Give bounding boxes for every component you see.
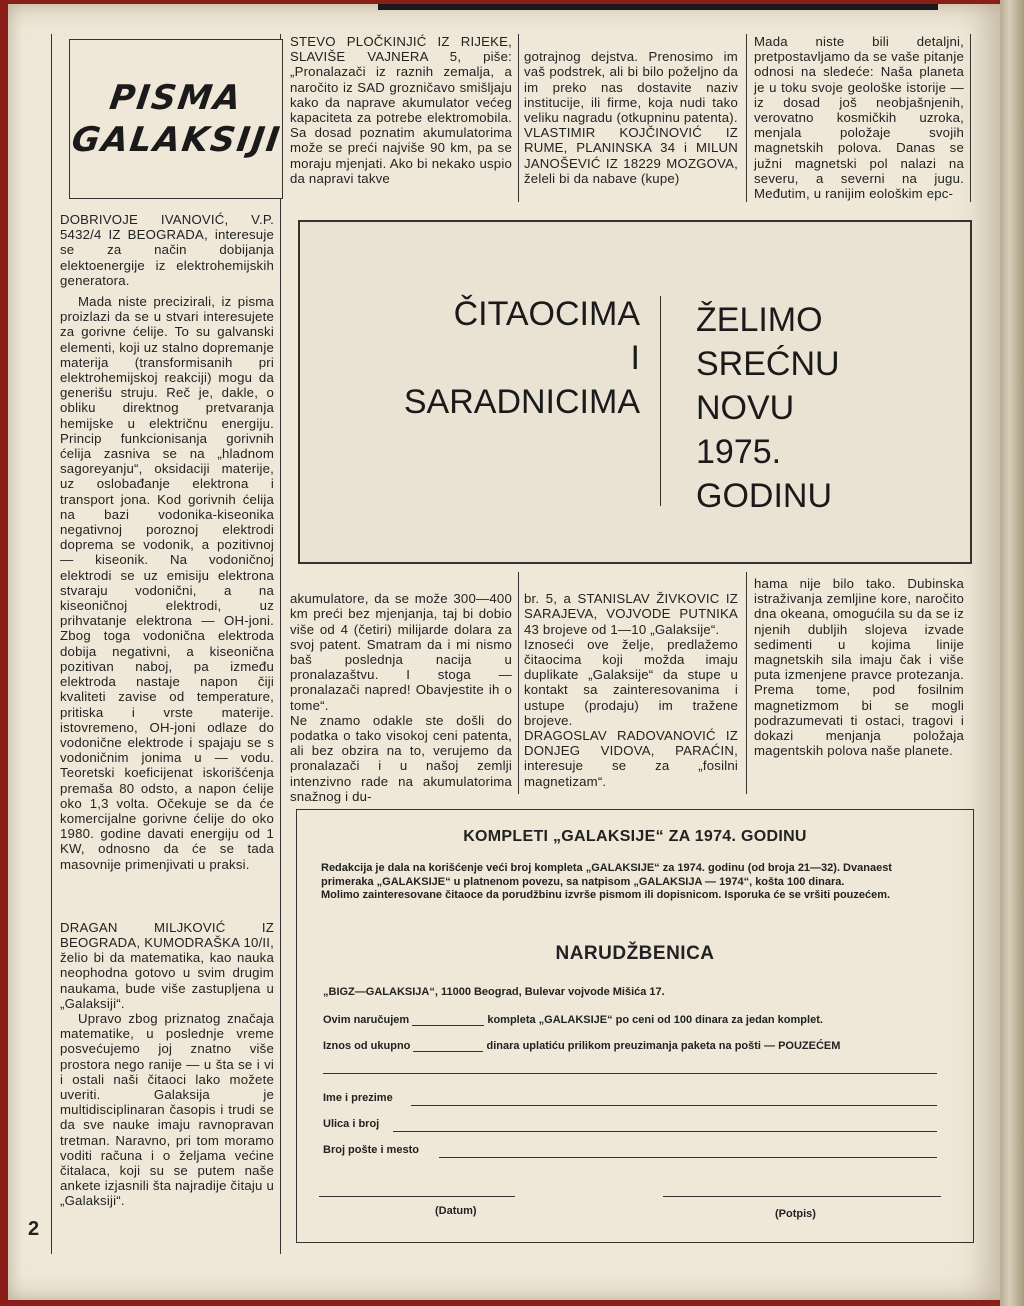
order-label: Ovim naručujem bbox=[323, 1014, 410, 1026]
order-quantity-row bbox=[323, 1014, 823, 1026]
amount-field[interactable] bbox=[413, 1050, 483, 1052]
greeting-line: SARADNICIMA bbox=[403, 383, 640, 421]
magazine-page bbox=[8, 4, 1004, 1300]
column-divider bbox=[746, 572, 747, 794]
amount-label: Iznos od ukupno bbox=[323, 1040, 411, 1052]
signature-field[interactable] bbox=[663, 1196, 941, 1197]
logo-line-2: GALAKSIJI bbox=[68, 120, 284, 160]
letter-paragraph: br. 5, a STANISLAV ŽIVKOVIC IZ SARAJEVA, VOJVODE PUTNIKA 43 brojeve od 1—10 „Galaksije“. Iznoseći ove želje, predlažemo čitaocima koji možda imaju duplikate „Galaksije“ da stupe u kontakt sa zainteresovanima i ustupe (prodaju) im tražene brojeve. DRAGOSLAV RADOVANOVIĆ IZ DONJEG VIDOVA, PARAĆIN, interesuje se za „fosilni magnetizam“. bbox=[524, 591, 738, 789]
publisher-address: „BIGZ—GALAKSIJA“, 11000 Beograd, Bulevar vojvode Mišića 17. bbox=[323, 986, 665, 998]
order-form-intro bbox=[321, 862, 941, 903]
letter-paragraph: DOBRIVOJE IVANOVIĆ, V.P. 5432/4 IZ BEOGRADA, interesuje se za način dobijanja elektoenergije iz elektrohemijskih generatora. bbox=[60, 212, 274, 288]
greeting-line: NOVU bbox=[696, 389, 795, 427]
order-label: kompleta „GALAKSIJE“ po ceni od 100 dinara za jedan komplet. bbox=[487, 1014, 823, 1026]
top-column-1 bbox=[290, 34, 512, 186]
left-frame-line bbox=[51, 34, 52, 1254]
letter-paragraph: hama nije bilo tako. Dubinska istraživanja zemljine kore, naročito dna okeana, omogućila su da se iz njenih dubljih slojeva izvade sedimenti u kojima linije magnetskih sila imaju čak i više puta izmenjene pravce protezanja. Prema tome, pod fosilnim magnetizmom bi se mogli podrazumevati ti ostaci, tragovi i dokazi menjanja položaja magentskih polova naše planete. bbox=[754, 576, 964, 759]
column-logo bbox=[69, 39, 283, 199]
order-form-heading: NARUDŽBENICA bbox=[555, 943, 715, 964]
left-column bbox=[60, 212, 274, 1209]
column-divider bbox=[746, 34, 747, 202]
top-column-2 bbox=[524, 34, 738, 201]
intro-text: Molimo zainteresovane čitaoce da porudžbinu izvrše pismom ili dopisnicom. Isporuka će se vršiti pouzećem. bbox=[321, 889, 891, 901]
greeting-line: SREĆNU bbox=[696, 345, 840, 383]
greeting-divider bbox=[660, 296, 661, 506]
street-field[interactable] bbox=[393, 1131, 937, 1132]
letter-paragraph: gotrajnog dejstva. Prenosimo im vaš podstrek, ali bi bilo poželjno da im preko nas dostavite naziv institucije, ili firme, koja nudi tako veliku nagradu (otkupninu patenta). VLASTIMIR KOJČINOVIĆ IZ RUME, PLANINSKA 34 i MILUN JANOŠEVIĆ IZ 18229 MOZGOVA, želeli bi da nabave (kupe) bbox=[524, 49, 738, 186]
blank-line[interactable] bbox=[323, 1073, 937, 1074]
column-divider bbox=[518, 572, 519, 794]
logo-line-1: PISMA bbox=[107, 78, 245, 118]
top-border bbox=[378, 4, 938, 10]
middle-column-1 bbox=[290, 576, 512, 819]
column-divider bbox=[518, 34, 519, 202]
page-number: 2 bbox=[28, 1218, 40, 1240]
letter-paragraph: Mada niste precizirali, iz pisma proizlazi da se u stvari interesujete za gorivne ćelije. To su galvanski elementi, koji uz stalno dopremanje materija (transformisanih pri elektrohemijskoj reakciji) mogu da generišu struju. Reč je, dakle, o obliku direktnog pretvaranja hemijske u električnu energiju. Princip funkcionisanja gorivnih ćelija zasniva se na „hladnom sagoreyanju“, oksidaciji materije, uz oslobađanje elektrona i transport jona. Kod gorivnih ćelija na bazi vodonika-kiseonika negativnoj poroznoj elektrodi doprema se vodonik, a pozitivnoj — kiseonik. Na vodoničnoj elektrodi se uz emisiju elektrona stvaraju vodonični, a na kiseoničnoj elektrodi, uz prihvatanje elektrona — OH-joni. Zbog toga vodonična elektroda dobija negativni, a kiseonična pozitivan naboj, pa između elektroda nastaje napon čiji kvaliteti zavise od temperature, pritiska i vrste materije. istovremeno, OH-joni odlaze do vodonične elektrode i spajaju se s vodoničnim jonima u — vodu. Teoretski koeficijenat iskorišćenja premaša 80 odsto, a napon ćelije oko 1,3 volta. Očekuje se da će komercijalne gorivne ćelije do oko 1980. godine davati energiju od 1 KW, odnosno da će se tada masovnije primenjivati u praksi. bbox=[60, 294, 274, 872]
date-label: (Datum) bbox=[435, 1205, 477, 1217]
letter-paragraph: STEVO PLOČKINJIĆ IZ RIJEKE, SLAVIŠE VAJNERA 5, piše: „Pronalazači iz raznih zemalja, a naročito iz SAD grozničavo smišljaju kako da naprave akumulator većeg kapaciteta za potrebe elektromobila. Sa dosad poznatim akumulatorima može se preći najviše 90 km, pa se moraju mjenjati. Ako bi nekako uspio da napravi takve bbox=[290, 34, 512, 186]
name-field[interactable] bbox=[411, 1105, 937, 1106]
new-year-greeting bbox=[298, 220, 972, 564]
signature-label: (Potpis) bbox=[775, 1208, 816, 1220]
name-row bbox=[323, 1092, 393, 1104]
amount-label: dinara uplatiću prilikom preuzimanja paketa na pošti — POUZEĆEM bbox=[486, 1040, 841, 1052]
amount-row bbox=[323, 1040, 840, 1052]
quantity-field[interactable] bbox=[412, 1024, 484, 1026]
greeting-line: ČITAOCIMA bbox=[453, 295, 640, 333]
greeting-line: 1975. bbox=[696, 433, 782, 471]
greeting-line: I bbox=[630, 339, 640, 377]
right-frame-line bbox=[970, 34, 971, 202]
middle-column-2 bbox=[524, 576, 738, 804]
greeting-left bbox=[360, 292, 640, 424]
binding-edge bbox=[1000, 0, 1024, 1306]
post-row bbox=[323, 1144, 419, 1156]
date-field[interactable] bbox=[319, 1196, 515, 1197]
letter-paragraph: akumulatore, da se može 300—400 km preći bez mjenjanja, taj bi dobio više od 4 (četiri) milijarde dolara za svoj patent. Smatram da i mi nismo baš poslednja nacija u pronalazaštvu. I stoga — pronalazači napred! Obavjestite ih o tome“. Ne znamo odakle ste došli do podatka o tako visokoj ceni patenta, ali bez obzira na to, verujemo da pronalazači i u našoj zemlji intenzivno rade na akumulatorima snažnog i du- bbox=[290, 591, 512, 804]
street-label: Ulica i broj bbox=[323, 1118, 380, 1130]
greeting-right bbox=[696, 298, 840, 518]
letter-paragraph: Upravo zbog priznatog značaja matematike, u poslednje vreme posvećujemo joj znatno više prostora nego ranije — u šta se i vi i ostali naši čitaoci lako možete uveriti. Galaksija je multidisciplinaran časopis i trudi se da sve nauke imaju ravnopravan tretman. Naravno, pri tom moramo voditi računa i o željama većine čitalaca, koji su se putem naše ankete izjasnili šta najradije čitaju u „Galaksiji“. bbox=[60, 1010, 274, 1209]
name-label: Ime i prezime bbox=[323, 1092, 393, 1104]
letter-paragraph: DRAGAN MILJKOVIĆ IZ BEOGRADA, KUMODRAŠKA 10/II, želio bi da matematika, kao nauka neophodna gotovo u svim drugim naukama, bude više zastupljena u „Galaksiji“. bbox=[60, 919, 274, 1011]
column-divider bbox=[280, 34, 281, 1254]
order-form-title: KOMPLETI „GALAKSIJE“ ZA 1974. GODINU bbox=[463, 828, 807, 845]
greeting-line: ŽELIMO bbox=[696, 301, 823, 339]
top-column-3 bbox=[754, 34, 964, 201]
post-label: Broj pošte i mesto bbox=[323, 1144, 419, 1156]
post-field[interactable] bbox=[439, 1157, 937, 1158]
letter-paragraph: Mada niste bili detaljni, pretpostavljamo da se vaše pitanje odnosi na sledeće: Naša planeta je u toku svoje geološke istorije — iz dosad još neobjašnjenih, verovatno kosmičkih uzroka, menjala položaje svojih magnetskih polova. Danas se južni magnetski pol nalazi na severu, a severni na jugu. Međutim, u ranijim eološkim epc- bbox=[754, 34, 964, 202]
greeting-line: GODINU bbox=[696, 477, 832, 515]
street-row bbox=[323, 1118, 379, 1130]
middle-column-3 bbox=[754, 576, 964, 758]
intro-text: Redakcija je dala na korišćenje veći broj kompleta „GALAKSIJE“ za 1974. godinu (od broja 21—32). Dvanaest primeraka „GALAKSIJE“ u platnenom povezu, sa natpisom „GALAKSIJA — 1974“, košta 100 dinara. bbox=[321, 862, 892, 888]
order-form bbox=[296, 809, 974, 1243]
